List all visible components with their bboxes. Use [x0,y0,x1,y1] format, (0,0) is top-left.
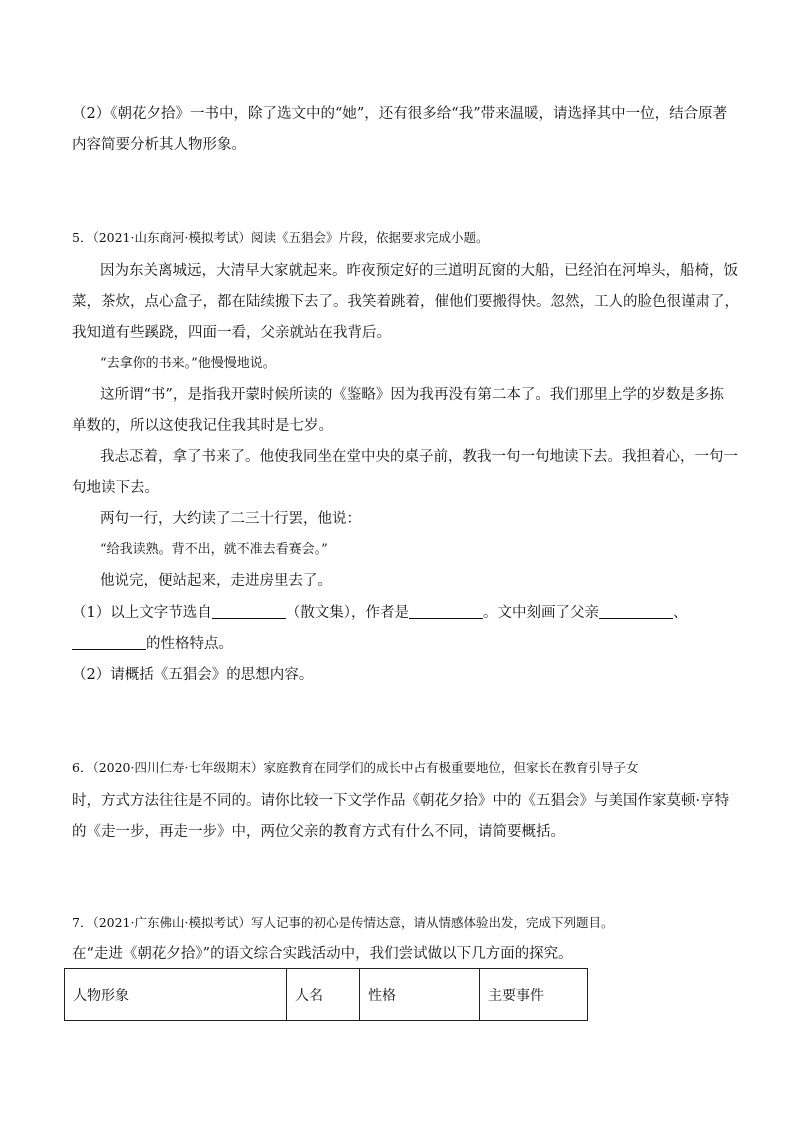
table-header-row [65,969,588,1021]
q5-sub1-text-d: 、 [672,605,688,621]
q5-header: 5．（2021·山东商河·模拟考试）阅读《五猖会》片段，依据要求完成小题。 [72,230,489,245]
q5-p1-line2: 菜，茶炊，点心盒子，都在陆续搬下去了。我笑着跳着，催他们要搬得快。忽然，工人的脸色很谨肃了， [72,294,739,310]
table-header-cell: 性格 [360,969,480,1021]
q5-p4-line1: 我忐忑着，拿了书来了。他使我同坐在堂中央的桌子前，教我一句一句地读下去。我担着心，一句一 [100,449,738,465]
q5-sub2: （2）请概括《五猖会》的思想内容。 [72,667,314,683]
q5-p3-line1: 这所谓“书”，是指我开蒙时候所读的《鉴略》因为我再没有第二本了。我们那里上学的岁数是多拣 [100,387,724,403]
q5-p1-line3: 我知道有些蹊跷，四面一看，父亲就站在我背后。 [72,325,391,341]
q5-p4-line2: 句地读下去。 [72,480,159,496]
q5-sub1-text-b: （散文集），作者是 [285,605,409,621]
q5-p6: “给我读熟。背不出，就不准去看赛会。” [100,542,328,557]
table-header-cell: 人名 [287,969,360,1021]
table-header-cell: 人物形象 [65,969,287,1021]
q5-sub1-line2 [72,632,233,653]
table-header-cell: 主要事件 [480,969,588,1021]
answer-blank-trait1[interactable] [599,604,673,619]
q5-p3-line2: 单数的，所以这使我记住我其时是七岁。 [72,418,333,434]
q5-p7: 他说完，便站起来，走进房里去了。 [100,573,332,589]
q5-sub1-text-a: （1）以上文字节选自 [72,605,212,621]
q5-sub1-line1 [72,601,687,622]
q5-p5: 两句一行，大约读了二三十行罢，他说： [100,511,361,527]
q6-line1: 6．（2020·四川仁寿·七年级期末）家庭教育在同学们的成长中占有极重要地位，但家长在教育引导子女 [72,760,639,775]
answer-blank-author[interactable] [409,604,483,619]
q4-sub2-line1: （2）《朝花夕拾》一书中，除了选文中的“她”，还有很多给“我”带来温暖，请选择其中一位，结合原著 [72,106,728,122]
character-table [64,968,588,1021]
q7-header: 7．（2021·广东佛山·模拟考试）写人记事的初心是传情达意，请从情感体验出发，完成下列题目。 [72,915,614,930]
q5-p1-line1: 因为东关离城远，大清早大家就起来。昨夜预定好的三道明瓦窗的大船，已经泊在河埠头，船椅，饭 [100,263,738,279]
answer-blank-book[interactable] [212,604,286,619]
answer-blank-trait2[interactable] [72,635,146,650]
q5-sub1-text-c: 。文中刻画了父亲 [482,605,599,621]
q6-line3: 的《走一步，再走一步》中，两位父亲的教育方式有什么不同，请简要概括。 [72,824,565,840]
q4-sub2-line2: 内容简要分析其人物形象。 [72,137,246,153]
q5-p2: “去拿你的书来。”他慢慢地说。 [100,356,276,371]
q6-line2: 时，方式方法往往是不同的。请你比较一下文学作品《朝花夕拾》中的《五猖会》与美国作家莫顿·亨特 [72,793,730,809]
q7-intro: 在“走进《朝花夕拾》”的语文综合实践活动中，我们尝试做以下几方面的探究。 [72,946,573,962]
q5-sub1-text-e: 的性格特点。 [146,636,233,652]
